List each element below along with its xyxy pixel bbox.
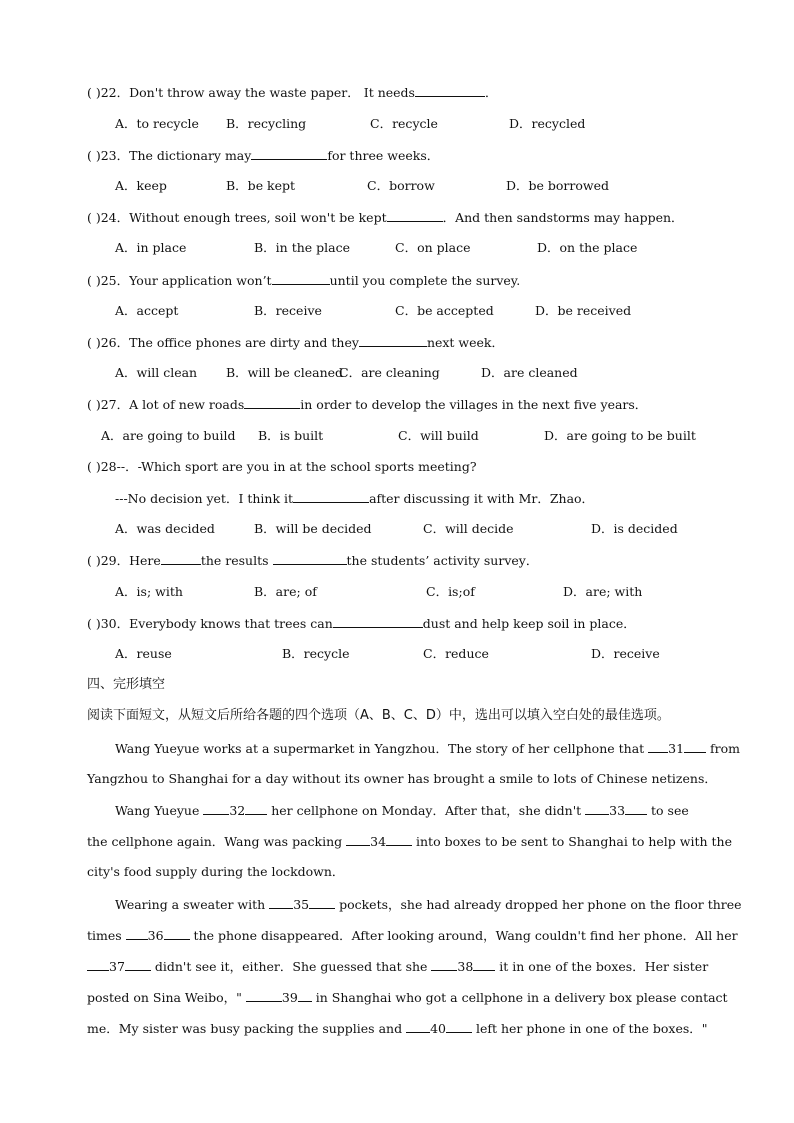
passage-text: it in one of the boxes．Her sister	[495, 959, 709, 974]
question-27	[87, 396, 647, 413]
question-stem: ( )28--．-Which sport are you in at the school sports meeting?	[87, 459, 477, 474]
passage-line	[115, 896, 742, 913]
blank-number-37: 37	[109, 959, 125, 974]
option-a: A．will clean	[115, 365, 198, 380]
option-b: B．are; of	[254, 584, 317, 599]
passage-line	[87, 989, 728, 1006]
question-stem: ( )27．A lot of new roads	[87, 397, 245, 412]
option-b: B．will be cleaned	[226, 365, 344, 380]
question-25	[87, 272, 520, 289]
option-d: D．are cleaned	[481, 365, 578, 380]
answer-blank	[333, 615, 423, 628]
question-stem-end: next week．	[426, 335, 505, 350]
question-stem: ( )23．The dictionary may	[87, 148, 252, 163]
option-d: D．are; with	[563, 584, 643, 599]
option-c: C．borrow	[367, 178, 435, 193]
blank-underline	[309, 896, 335, 909]
passage-line	[115, 802, 689, 819]
answer-blank	[251, 147, 327, 160]
question-stem: ( )22．Don't throw away the waste paper． It needs	[87, 85, 415, 100]
passage-text: me．My sister was busy packing the supplies and	[87, 1021, 407, 1036]
blank-number-35: 35	[293, 897, 310, 912]
question-22	[87, 84, 497, 101]
blank-underline	[386, 833, 412, 846]
blank-number-34: 34	[370, 834, 387, 849]
option-a: A．to recycle	[115, 116, 199, 131]
option-a: A．keep	[115, 178, 167, 193]
blank-underline	[473, 958, 495, 971]
blank-underline	[298, 989, 312, 1002]
question-30	[87, 615, 636, 632]
answer-blank	[273, 552, 347, 565]
passage-text: Wearing a sweater with	[115, 897, 270, 912]
option-d: D．are going to be built	[544, 428, 696, 443]
passage-line	[87, 833, 732, 850]
option-c: C．recycle	[370, 116, 438, 131]
question-stem-end: in order to develop the villages in the next five years．	[300, 397, 648, 412]
blank-underline	[164, 927, 190, 940]
question-stem-end: dust and help keep soil in place．	[422, 616, 636, 631]
blank-number-31: 31	[668, 741, 685, 756]
option-d: D．on the place	[537, 240, 638, 255]
question-28	[87, 459, 477, 475]
passage-text: times	[87, 928, 126, 943]
passage-line: city's food supply during the lockdown．	[87, 864, 345, 879]
option-a: A．accept	[115, 303, 179, 318]
option-a: A．reuse	[115, 646, 172, 661]
section-instruction: 阅读下面短文，从短文后所给各题的四个选项（A、B、C、D）中，选出可以填入空白处的最佳选项。	[87, 708, 670, 723]
passage-text: left her phone in one of the boxes．"	[471, 1021, 708, 1036]
option-a: A．was decided	[115, 521, 215, 536]
passage-text: the cellphone again．Wang was packing	[87, 834, 347, 849]
option-c: C．reduce	[423, 646, 489, 661]
blank-underline	[648, 740, 668, 753]
blank-underline	[625, 802, 647, 815]
option-d: D．receive	[591, 646, 660, 661]
question-stem: ( )26．The office phones are dirty and they	[87, 335, 359, 350]
question-29	[87, 552, 538, 569]
option-a: A．is; with	[115, 584, 183, 599]
passage-text: to see	[647, 803, 689, 818]
passage-text: pockets，she had already dropped her phone on the floor three	[335, 897, 742, 912]
option-a: A．in place	[115, 240, 187, 255]
passage-line	[115, 740, 740, 757]
question-stem-end: for three weeks．	[327, 148, 440, 163]
passage-text: Wang Yueyue	[115, 803, 204, 818]
section-title: 四、完形填空	[87, 677, 166, 692]
question-stem-end: the students’ activity survey．	[346, 553, 539, 568]
question-28-reply	[115, 490, 594, 507]
blank-number-33: 33	[609, 803, 626, 818]
question-stem: ( )25．Your application won’t	[87, 273, 272, 288]
blank-underline	[203, 802, 229, 815]
option-b: B．recycling	[226, 116, 307, 131]
answer-blank	[272, 272, 330, 285]
option-c: C．will build	[398, 428, 479, 443]
option-d: D．is decided	[591, 521, 678, 536]
question-stem-mid: the results	[200, 553, 269, 568]
blank-number-40: 40	[430, 1021, 446, 1036]
option-c: C．be accepted	[395, 303, 494, 318]
passage-line	[87, 927, 738, 944]
question-stem: ( )29．Here	[87, 553, 161, 568]
answer-blank	[387, 209, 443, 222]
option-b: B．is built	[258, 428, 324, 443]
answer-blank	[359, 334, 427, 347]
blank-number-32: 32	[229, 803, 246, 818]
blank-number-38: 38	[457, 959, 474, 974]
question-26	[87, 334, 504, 351]
passage-line: Yangzhou to Shanghai for a day without its owner has brought a smile to lots of Chinese netizens．	[87, 771, 717, 786]
question-24	[87, 209, 684, 226]
reply-text: ---No decision yet．I think it	[115, 491, 294, 506]
blank-underline	[446, 1020, 472, 1033]
answer-blank	[415, 84, 485, 97]
blank-underline	[126, 927, 148, 940]
passage-text: from	[706, 741, 741, 756]
question-stem-end: until you complete the survey.	[329, 273, 521, 288]
blank-underline	[125, 958, 151, 971]
option-c: C．are cleaning	[339, 365, 440, 380]
option-b: B．will be decided	[254, 521, 372, 536]
passage-text: into boxes to be sent to Shanghai to help with the	[412, 834, 732, 849]
answer-blank	[293, 490, 369, 503]
blank-underline	[585, 802, 609, 815]
blank-number-39: 39	[281, 990, 298, 1005]
blank-underline	[246, 989, 282, 1002]
question-stem: ( )24．Without enough trees, soil won't be kept	[87, 210, 387, 225]
answer-blank	[244, 396, 300, 409]
passage-line	[87, 958, 708, 975]
option-d: D．be received	[535, 303, 632, 318]
reply-text-end: after discussing it with Mr．Zhao．	[369, 491, 595, 506]
option-d: D．recycled	[509, 116, 586, 131]
blank-underline	[684, 740, 706, 753]
blank-underline	[245, 802, 267, 815]
blank-underline	[269, 896, 293, 909]
question-23	[87, 147, 439, 164]
option-b: B．recycle	[282, 646, 350, 661]
blank-underline	[346, 833, 370, 846]
question-stem-end: ．And then sandstorms may happen．	[442, 210, 684, 225]
question-stem-end: ．	[484, 85, 498, 100]
option-b: B．in the place	[254, 240, 351, 255]
question-stem: ( )30．Everybody knows that trees can	[87, 616, 333, 631]
passage-text: in Shanghai who got a cellphone in a delivery box please contact	[311, 990, 728, 1005]
passage-text: didn't see it，either．She guessed that she	[150, 959, 432, 974]
passage-text: the phone disappeared．After looking around，Wang couldn't find her phone．All her	[189, 928, 738, 943]
option-c: C．on place	[395, 240, 471, 255]
passage-text: Wang Yueyue works at a supermarket in Yangzhou．The story of her cellphone that	[115, 741, 649, 756]
option-c: C．is;of	[426, 584, 475, 599]
blank-number-36: 36	[147, 928, 164, 943]
option-c: C．will decide	[423, 521, 514, 536]
passage-line	[87, 1020, 708, 1037]
blank-underline	[431, 958, 457, 971]
blank-underline	[406, 1020, 430, 1033]
passage-text: posted on Sina Weibo，"	[87, 990, 246, 1005]
passage-text: her cellphone on Monday．After that，she didn't	[267, 803, 586, 818]
option-a: A．are going to build	[101, 428, 236, 443]
option-d: D．be borrowed	[506, 178, 609, 193]
option-b: B．be kept	[226, 178, 296, 193]
blank-underline	[87, 958, 109, 971]
option-b: B．receive	[254, 303, 322, 318]
answer-blank	[161, 552, 201, 565]
